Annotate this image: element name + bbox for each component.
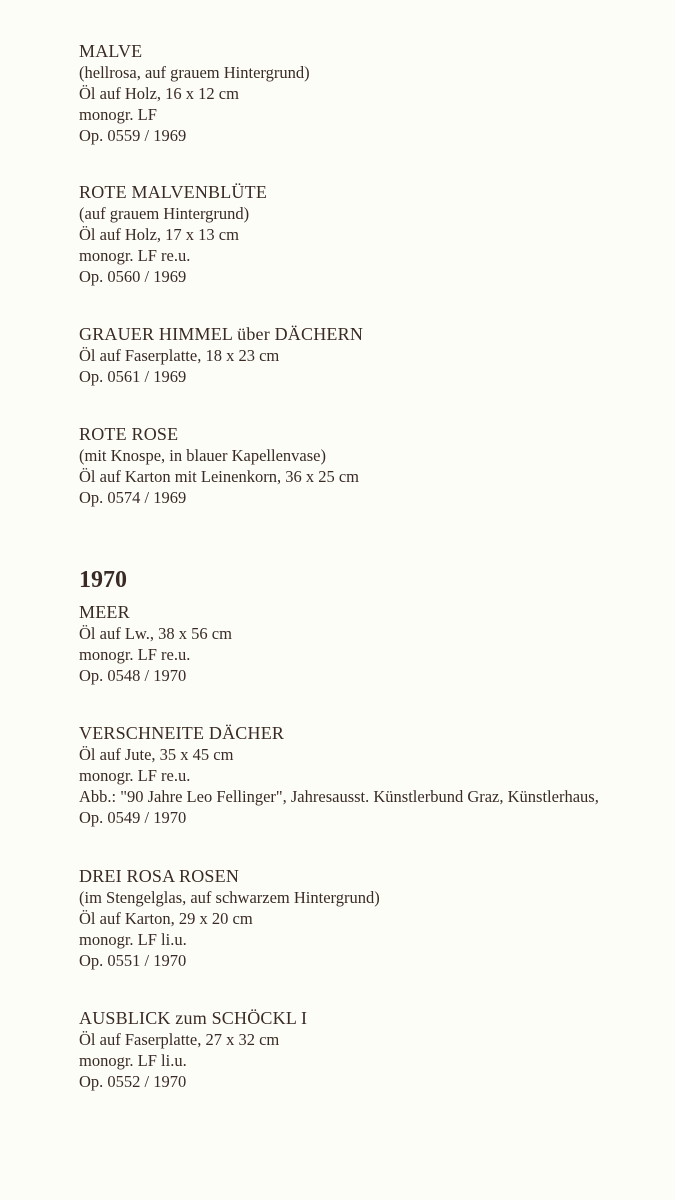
catalog-entry-meer [79, 601, 232, 686]
catalog-entry-drei-rosa-rosen [79, 865, 380, 971]
entry-signature: monogr. LF re.u. [79, 246, 191, 265]
catalog-entry-rote-malvenbluete [79, 181, 267, 287]
entry-title: VERSCHNEITE DÄCHER [79, 723, 285, 743]
entry-title: DREI ROSA ROSEN [79, 866, 240, 886]
entry-medium: Öl auf Faserplatte, 27 x 32 cm [79, 1030, 280, 1049]
entry-illustration-note: Abb.: "90 Jahre Leo Fellinger", Jahresausst. Künstlerbund Graz, Künstlerhaus, [79, 787, 599, 806]
catalog-entry-grauer-himmel [79, 323, 363, 387]
entry-signature: monogr. LF re.u. [79, 645, 191, 664]
entry-opus: Op. 0561 / 1969 [79, 367, 187, 386]
entry-title: AUSBLICK zum SCHÖCKL I [79, 1008, 308, 1028]
entry-opus: Op. 0549 / 1970 [79, 808, 187, 827]
entry-title: MEER [79, 602, 130, 622]
entry-title: ROTE ROSE [79, 424, 179, 444]
entry-title: MALVE [79, 41, 143, 61]
entry-opus: Op. 0559 / 1969 [79, 126, 187, 145]
entry-signature: monogr. LF [79, 105, 157, 124]
year-heading: 1970 [79, 567, 127, 593]
entry-medium: Öl auf Karton, 29 x 20 cm [79, 909, 253, 928]
entry-opus: Op. 0560 / 1969 [79, 267, 187, 286]
entry-opus: Op. 0552 / 1970 [79, 1072, 187, 1091]
entry-medium: Öl auf Holz, 17 x 13 cm [79, 225, 239, 244]
entry-medium: Öl auf Lw., 38 x 56 cm [79, 624, 232, 643]
entry-title: ROTE MALVENBLÜTE [79, 182, 268, 202]
catalog-entry-rote-rose [79, 423, 359, 508]
entry-opus: Op. 0548 / 1970 [79, 666, 187, 685]
entry-title: GRAUER HIMMEL über DÄCHERN [79, 324, 364, 344]
entry-medium: Öl auf Holz, 16 x 12 cm [79, 84, 239, 103]
entry-description: (auf grauem Hintergrund) [79, 204, 250, 223]
catalog-entry-malve [79, 40, 310, 146]
entry-opus: Op. 0574 / 1969 [79, 488, 187, 507]
entry-opus: Op. 0551 / 1970 [79, 951, 187, 970]
entry-description: (hellrosa, auf grauem Hintergrund) [79, 63, 310, 82]
entry-medium: Öl auf Jute, 35 x 45 cm [79, 745, 234, 764]
entry-medium: Öl auf Faserplatte, 18 x 23 cm [79, 346, 280, 365]
catalog-entry-verschneite-daecher [79, 722, 599, 828]
entry-medium: Öl auf Karton mit Leinenkorn, 36 x 25 cm [79, 467, 359, 486]
entry-description: (mit Knospe, in blauer Kapellenvase) [79, 446, 326, 465]
entry-signature: monogr. LF li.u. [79, 1051, 187, 1070]
catalog-entry-ausblick-zum-schoeckl [79, 1007, 307, 1092]
entry-signature: monogr. LF li.u. [79, 930, 187, 949]
entry-signature: monogr. LF re.u. [79, 766, 191, 785]
entry-description: (im Stengelglas, auf schwarzem Hintergrund) [79, 888, 380, 907]
